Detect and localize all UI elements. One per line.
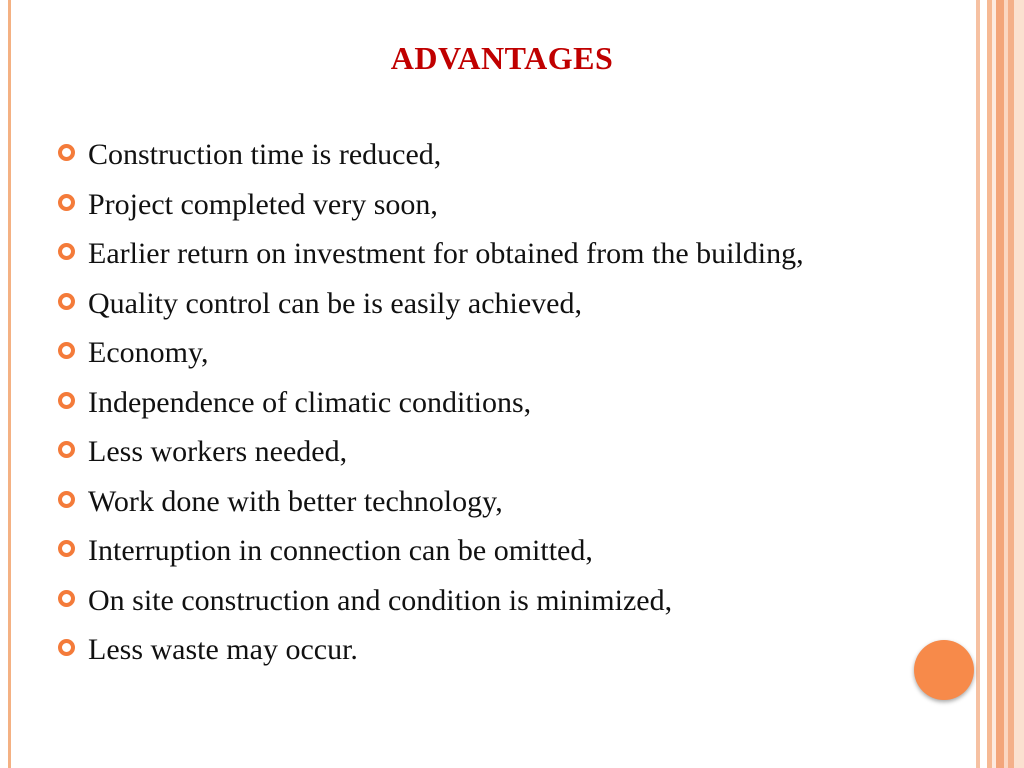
- slide-title: ADVANTAGES: [390, 40, 614, 76]
- list-item-text: Less waste may occur.: [88, 633, 358, 666]
- ring-bullet-icon: [58, 491, 75, 508]
- list-item: [56, 136, 956, 186]
- list-item: [56, 384, 956, 434]
- list-item-text: Construction time is reduced,: [88, 138, 442, 171]
- list-item: [56, 433, 956, 483]
- decorative-orange-circle: [914, 640, 974, 700]
- list-item: [56, 235, 956, 285]
- stripe: [1014, 0, 1024, 768]
- ring-bullet-icon: [58, 342, 75, 359]
- list-item: [56, 285, 956, 335]
- ring-bullet-icon: [58, 293, 75, 310]
- bullet-list: [56, 136, 956, 681]
- list-item: [56, 483, 956, 533]
- list-item-text: Less workers needed,: [88, 435, 348, 468]
- list-item: [56, 631, 956, 681]
- list-item-text: Economy,: [88, 336, 209, 369]
- list-item-text: Work done with better technology,: [88, 484, 503, 518]
- ring-bullet-icon: [58, 590, 75, 607]
- list-item: [56, 186, 956, 236]
- ring-bullet-icon: [58, 540, 75, 557]
- ring-bullet-icon: [58, 441, 75, 458]
- list-item-text: On site construction and condition is minimized,: [88, 583, 673, 617]
- list-item-text: Independence of climatic conditions,: [88, 385, 532, 419]
- decorative-stripes: [976, 0, 1024, 768]
- stripe: [980, 0, 987, 768]
- list-item-text: Quality control can be is easily achieved,: [88, 286, 582, 320]
- list-item: [56, 334, 956, 384]
- list-item-text: Project completed very soon,: [88, 187, 438, 221]
- list-item: [56, 532, 956, 582]
- left-border-line: [8, 0, 11, 768]
- ring-bullet-icon: [58, 639, 75, 656]
- list-item: [56, 582, 956, 632]
- stripe: [996, 0, 1004, 768]
- ring-bullet-icon: [58, 144, 75, 161]
- list-item-text: Earlier return on investment for obtained from the building,: [88, 237, 804, 270]
- ring-bullet-icon: [58, 243, 75, 260]
- ring-bullet-icon: [58, 392, 75, 409]
- ring-bullet-icon: [58, 194, 75, 211]
- list-item-text: Interruption in connection can be omitted,: [88, 534, 593, 567]
